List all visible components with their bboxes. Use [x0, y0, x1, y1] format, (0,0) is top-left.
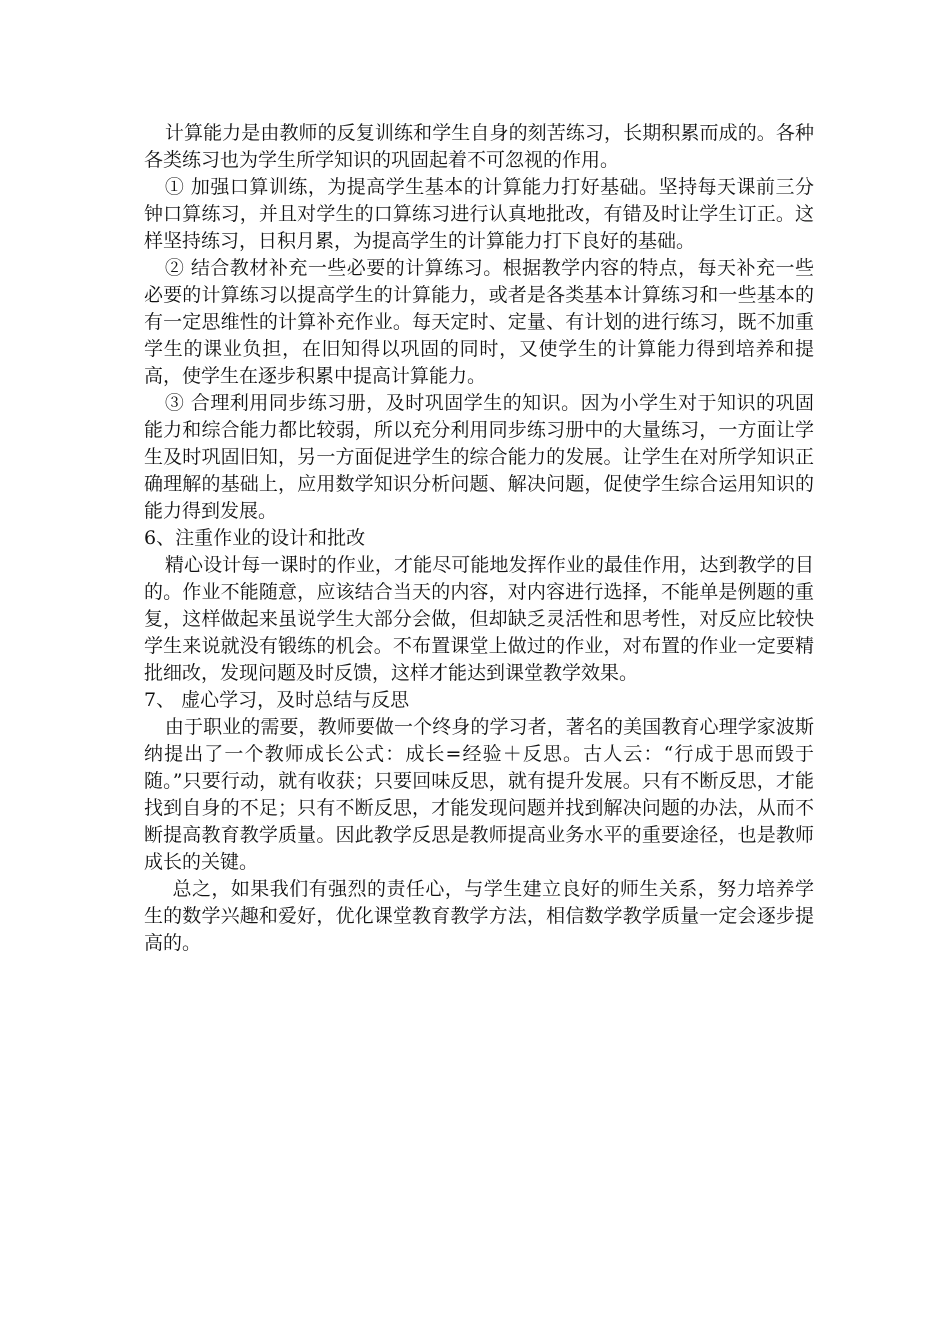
paragraph-supplement-practice: ② 结合教材补充一些必要的计算练习。根据教学内容的特点，每天补充一些必要的计算练习以提高学生的计算能力，或者是各类基本计算练习和一些基本的有一定思维性的计算补充作业。每天定时、定量、有计划的进行练习，既不加重学生的课业负担，在旧知得以巩固的同时，又使学生的计算能力得到培养和提高，使学生在逐步积累中提高计算能力。: [144, 257, 814, 387]
paragraph-reflection: 由于职业的需要，教师要做一个终身的学习者，著名的美国教育心理学家波斯纳提出了一个教师成长公式：成长=经验＋反思。古人云：“行成于思而毁于随。”只要行动，就有收获；只要回味反思，就有提升发展。只有不断反思，才能找到自身的不足；只有不断反思，才能发现问题并找到解决问题的办法，从而不断提高教育教学质量。因此教学反思是教师提高业务水平的重要途径，也是教师成长的关键。: [144, 716, 814, 873]
paragraph-oral-calc: ① 加强口算训练，为提高学生基本的计算能力打好基础。坚持每天课前三分钟口算练习，并且对学生的口算练习进行认真地批改，有错及时让学生订正。这样坚持练习，日积月累，为提高学生的计算能力打下良好的基础。: [144, 176, 814, 252]
paragraph-sync-workbook: ③ 合理利用同步练习册，及时巩固学生的知识。因为小学生对于知识的巩固能力和综合能力都比较弱，所以充分利用同步练习册中的大量练习，一方面让学生及时巩固旧知，另一方面促进学生的综合能力的发展。让学生在对所学知识正确理解的基础上，应用数学知识分析问题、解决问题，促使学生综合运用知识的能力得到发展。: [144, 392, 814, 522]
paragraph-homework-design: 精心设计每一课时的作业，才能尽可能地发挥作业的最佳作用，达到教学的目的。作业不能随意，应该结合当天的内容，对内容进行选择，不能单是例题的重复，这样做起来虽说学生大部分会做，但却缺乏灵活性和思考性，对反应比较快学生来说就没有锻练的机会。不布置课堂上做过的作业，对布置的作业一定要精批细改，发现问题及时反馈，这样才能达到课堂教学效果。: [144, 554, 814, 684]
paragraph-conclusion: 总之，如果我们有强烈的责任心，与学生建立良好的师生关系，努力培养学生的数学兴趣和爱好，优化课堂教育教学方法，相信数学教学质量一定会逐步提高的。: [144, 878, 814, 954]
paragraph-calc-intro: 计算能力是由教师的反复训练和学生自身的刻苦练习，长期积累而成的。各种各类练习也为学生所学知识的巩固起着不可忽视的作用。: [144, 122, 814, 171]
document-page: [144, 120, 814, 957]
section-heading-7: 7、 虚心学习，及时总结与反思: [144, 689, 410, 711]
section-heading-6: 6、注重作业的设计和批改: [144, 527, 366, 549]
